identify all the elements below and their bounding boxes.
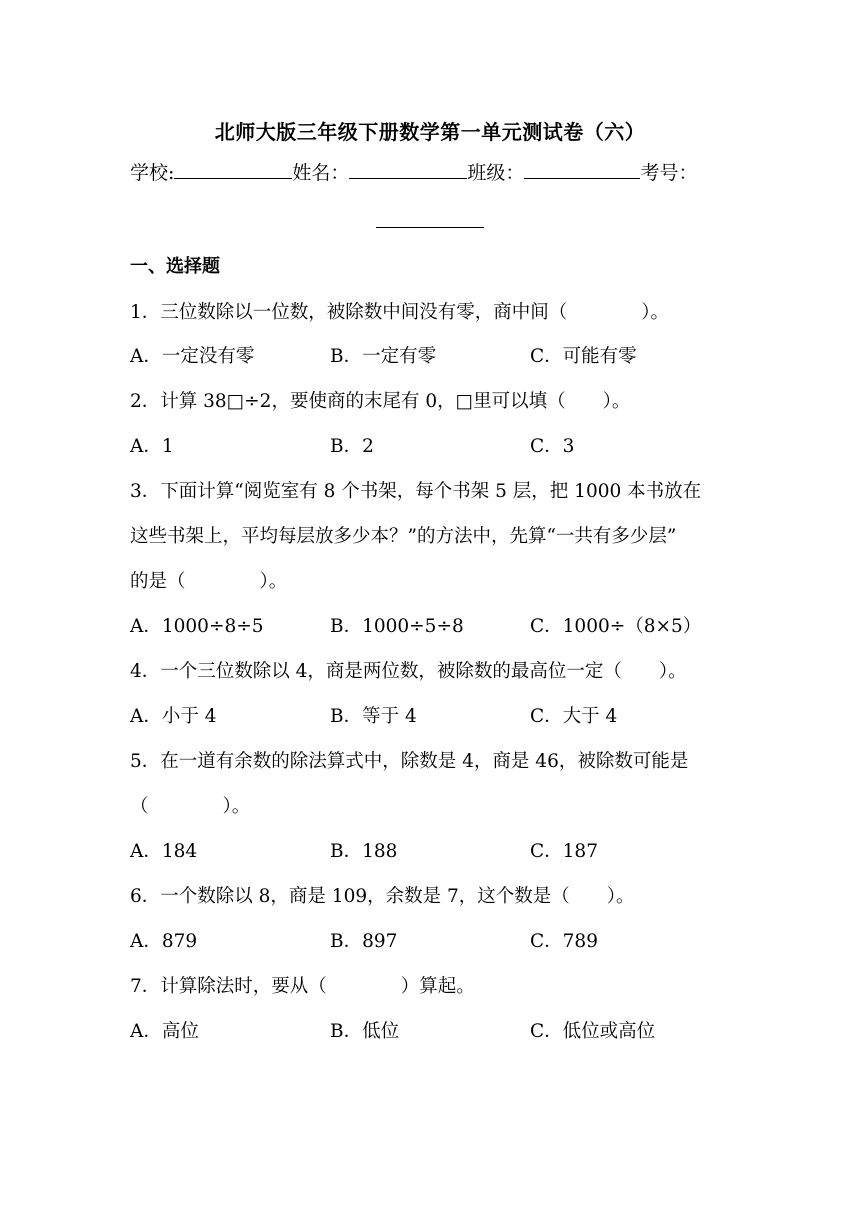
question-7-option-b: B．低位: [330, 1021, 400, 1042]
class-label: 班级：: [467, 162, 525, 184]
question-7-option-c: C．低位或高位: [530, 1021, 656, 1042]
question-1-option-a: A．一定没有零: [130, 346, 255, 367]
section-title: 一、选择题: [130, 256, 220, 277]
question-4-option-c: C．大于 4: [530, 706, 618, 727]
question-5-option-c: C．187: [530, 841, 598, 862]
exam-number-label: 考号：: [640, 162, 698, 184]
student-info-line: [130, 158, 730, 185]
question-5-text-line-2: （ ）。: [130, 796, 251, 817]
question-4-option-b: B．等于 4: [330, 706, 417, 727]
class-blank: [524, 158, 640, 179]
question-3-option-c: C．1000÷（8×5）: [530, 616, 702, 637]
question-2-option-a: A．1: [130, 436, 174, 457]
question-4-option-a: A．小于 4: [130, 706, 217, 727]
question-6-option-a: A．879: [130, 931, 198, 952]
question-7-text: 7．计算除法时，要从（ ）算起。: [130, 976, 475, 997]
question-5-text-line-1: 5．在一道有余数的除法算式中，除数是 4，商是 46，被除数可能是: [130, 751, 689, 772]
question-2-option-c: C．3: [530, 436, 575, 457]
school-blank: [174, 158, 292, 179]
name-label: 姓名：: [292, 162, 350, 184]
question-6-text: 6．一个数除以 8，商是 109，余数是 7，这个数是（ ）。: [130, 886, 635, 907]
question-3-option-a: A．1000÷8÷5: [130, 616, 264, 637]
name-blank: [349, 158, 467, 179]
question-5-option-a: A．184: [130, 841, 198, 862]
page-title: 北师大版三年级下册数学第一单元测试卷（六）: [214, 120, 646, 144]
question-5-option-b: B．188: [330, 841, 398, 862]
question-1-option-b: B．一定有零: [330, 346, 437, 367]
question-3-option-b: B．1000÷5÷8: [330, 616, 464, 637]
question-1-option-c: C．可能有零: [530, 346, 637, 367]
school-label: 学校:: [130, 162, 175, 184]
question-7-option-a: A．高位: [130, 1021, 199, 1042]
question-4-text: 4．一个三位数除以 4，商是两位数，被除数的最高位一定（ ）。: [130, 661, 687, 682]
question-1-text: 1．三位数除以一位数，被除数中间没有零，商中间（ ）。: [130, 302, 670, 323]
question-2-option-b: B．2: [330, 436, 374, 457]
question-6-option-c: C．789: [530, 931, 598, 952]
exam-number-blank: [376, 226, 484, 228]
question-6-option-b: B．897: [330, 931, 398, 952]
question-2-text: 2．计算 38□÷2，要使商的末尾有 0，□里可以填（ ）。: [130, 391, 631, 412]
question-3-text-line-2: 这些书架上，平均每层放多少本？”的方法中，先算“一共有多少层”: [130, 526, 677, 547]
question-3-text-line-1: 3．下面计算“阅览室有 8 个书架，每个书架 5 层，把 1000 本书放在: [130, 481, 702, 502]
question-3-text-line-3: 的是（ ）。: [130, 571, 288, 592]
